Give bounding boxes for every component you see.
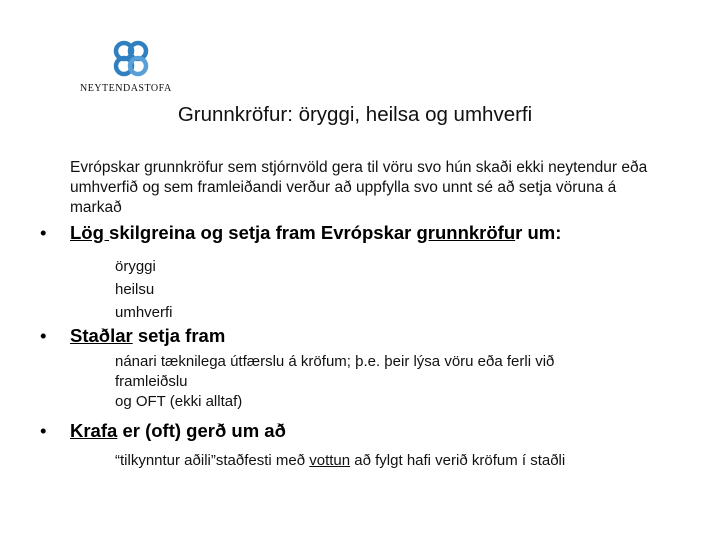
bullet-log	[40, 222, 561, 244]
logo	[77, 36, 185, 100]
bullet-krafa	[40, 420, 286, 442]
sub-item: umhverfi	[115, 304, 173, 321]
logo-text: NEYTENDASTOFA	[80, 83, 172, 94]
sub-item: og OFT (ekki alltaf)	[115, 393, 243, 410]
sub-item	[115, 451, 685, 471]
bullet-stadlar-rest: setja fram	[132, 325, 226, 346]
bullet-krafa-underlined: Krafa	[70, 420, 118, 441]
bullet-krafa-sublist	[115, 451, 685, 471]
sub-item-post: að fylgt hafi verið kröfum í staðli	[350, 452, 566, 469]
bullet-log-rest: r um:	[515, 222, 562, 243]
sub-item-pre: “tilkynntur aðili”staðfesti með	[115, 452, 310, 469]
neytendastofa-logo-icon	[109, 38, 153, 87]
sub-item: öryggi	[115, 258, 156, 275]
bullet-krafa-rest: er (oft) gerð um að	[117, 420, 286, 441]
bullet-marker: •	[40, 325, 47, 346]
sub-item-underlined: vottun	[309, 452, 351, 469]
sub-item: framleiðslu	[115, 373, 188, 390]
bullet-stadlar-underlined: Staðlar	[70, 325, 133, 346]
sub-item: heilsu	[115, 281, 155, 298]
bullet-marker: •	[40, 420, 47, 441]
slide-title: Grunnkröfur: öryggi, heilsa og umhverfi	[177, 103, 533, 126]
sub-item: nánari tæknilega útfærslu á kröfum; þ.e. þeir lýsa vöru eða ferli við	[115, 353, 555, 370]
bullet-log-underlined: Lög	[70, 222, 110, 243]
bullet-log-mid: skilgreina og setja fram Evrópskar	[109, 222, 417, 243]
bullet-log-sublist	[115, 255, 685, 324]
intro-paragraph: Evrópskar grunnkröfur sem stjórnvöld gera til vöru svo hún skaði ekki neytendur eða umhverfið og sem framleiðandi verður að uppfylla svo unnt sé að setja vöruna á markað	[70, 159, 648, 216]
bullet-stadlar-sublist	[115, 352, 685, 412]
bullet-marker: •	[40, 222, 47, 243]
bullet-stadlar	[40, 325, 225, 347]
bullet-log-underlined-2: grunnkröfu	[416, 222, 516, 243]
